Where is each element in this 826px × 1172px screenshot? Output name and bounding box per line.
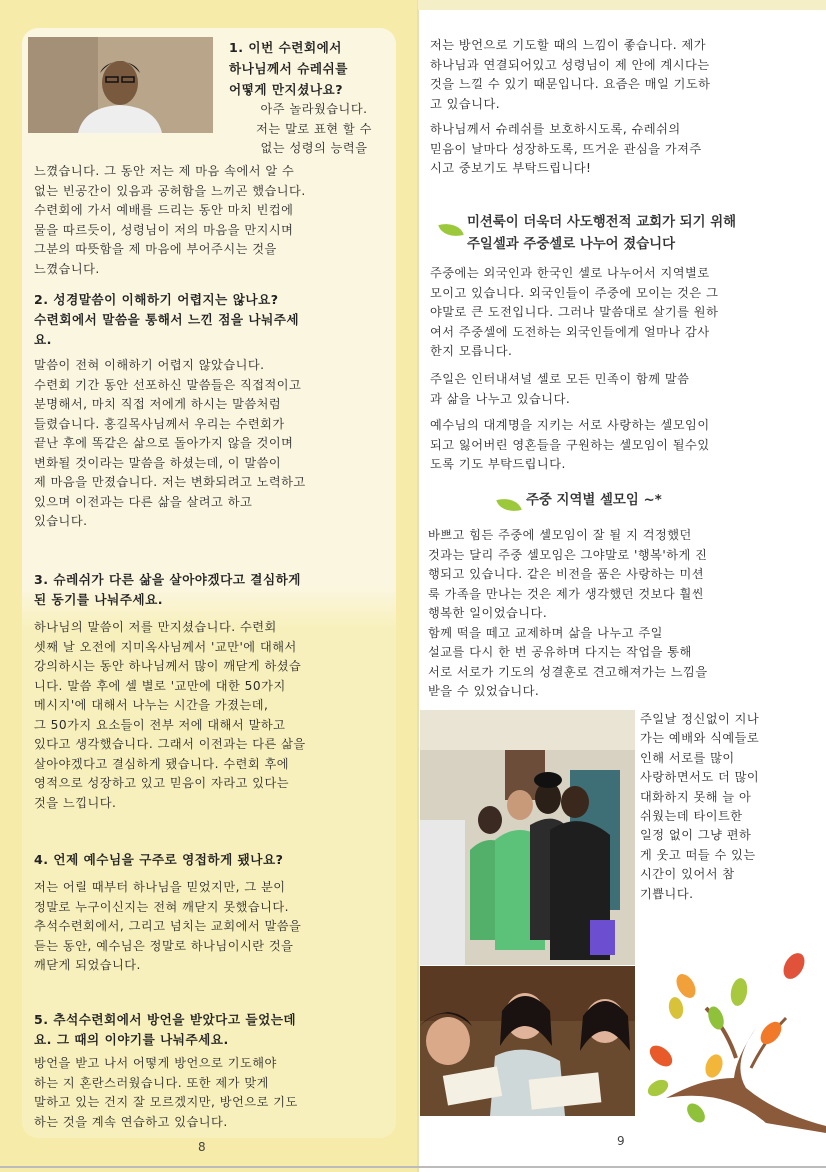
page-number-left: 8 bbox=[198, 1140, 206, 1154]
section-heading-2: 주중 지역별 셀모임 ~* bbox=[526, 493, 662, 508]
bible-study-illustration bbox=[420, 966, 635, 1116]
q5-answer: 방언을 받고 나서 어떻게 방언으로 기도해야 하는 지 혼란스러웠습니다. 또한 제가 맞게 말하고 있는 건지 잘 모르겠지만, 방언으로 기도 하는 것을 계속 연습하고 있습니다. bbox=[34, 1056, 298, 1129]
bottom-border bbox=[0, 1166, 826, 1168]
q3-answer: 하나님의 말씀이 저를 만지셨습니다. 수련회 셋째 날 오전에 지미옥사님께서 '교만'에 대해서 강의하시는 동안 하나님께서 많이 깨닫게 하셨습 니다. 말씀 후에 셀 별로 '교만에 대한 50가지 메시지'에 대해서 나누는 시간을 가졌는데, 그 50가지 요소들이 전부 저에 대해서 말하고 있다고 생각했습니다. 그래서 이전과는 다른 삶을 살아야겠다고 결심하게 됐습니다. 수련회 후에 영적으로 성장하고 있고 믿음이 자라고 있다는 것을 느낍니다. bbox=[34, 620, 306, 810]
section1-para-1: 주중에는 외국인과 한국인 셀로 나누어서 지역별로 모이고 있습니다. 외국인들이 주중에 모이는 것은 그 야말로 큰 도전입니다. 그러나 말씀대로 살기를 원하 여서 주중셀에 도전하는 외국인들에게 얼마나 감사 한지 모릅니다. bbox=[430, 266, 719, 358]
page-divider bbox=[417, 0, 419, 1172]
bible-study-photo bbox=[420, 966, 635, 1116]
photo-caption: 주일날 정신없이 지나 가는 예배와 식예들로 인해 서로를 많이 사랑하면서도 더 많이 대화하지 못해 늘 아 쉬웠는데 타이트한 일정 없이 그냥 편하 게 웃고 떠들 수 있는 시간이 있어서 참 기쁩니다. bbox=[640, 712, 760, 901]
q5-title: 5. 추석수련회에서 방언을 받았다고 들었는데 요. 그 때의 이야기를 나눠주세요. bbox=[34, 1012, 297, 1047]
q1-answer-top: 아주 놀라웠습니다. 저는 말로 표현 할 수 없는 성령의 능력을 bbox=[256, 102, 372, 155]
decorative-tree bbox=[636, 948, 826, 1138]
q2-title: 2. 성경말씀이 이해하기 어렵지는 않나요? 수련회에서 말씀을 통해서 느낀 점을 나눠주세 요. bbox=[34, 292, 300, 347]
group-photo-illustration bbox=[420, 710, 635, 965]
q1-title: 1. 이번 수련회에서 하나님께서 슈레쉬를 어떻게 만지셨나요? bbox=[229, 40, 348, 97]
leaf-icon bbox=[496, 494, 521, 515]
q2-answer: 말씀이 전혀 이해하기 어렵지 않았습니다. 수련회 기간 동안 선포하신 말씀들은 직접적이고 분명해서, 마치 직접 저에게 하시는 말씀처럼 들렸습니다. 홍길목사님께서 우리는 수련회가 끝난 후에 똑같은 삶으로 돌아가지 않을 것이며 변화될 것이라는 말씀을 하셨는데, 이 말씀이 제 마음을 만졌습니다. 저는 변화되려고 노력하고 있으며 이전과는 다른 삶을 살려고 하고 있습니다. bbox=[34, 358, 306, 528]
page-number-right: 9 bbox=[617, 1134, 625, 1148]
section1-para-2: 주일은 인터내셔널 셀로 모든 민족이 함께 말씀 과 삶을 나누고 있습니다. bbox=[430, 372, 690, 406]
group-photo-cell bbox=[420, 710, 635, 965]
right-top-band bbox=[418, 0, 826, 10]
q4-title: 4. 언제 예수님을 구주로 영접하게 됐나요? bbox=[34, 852, 284, 867]
q4-answer: 저는 어릴 때부터 하나님을 믿었지만, 그 분이 정말로 누구이신지는 전혀 깨닫지 못했습니다. 추석수련회에서, 그리고 넘치는 교회에서 말씀을 듣는 동안, 예수님은 정말로 하나님이시란 것을 깨닫게 되었습니다. bbox=[34, 880, 302, 972]
section1-para-3: 예수님의 대계명을 지키는 서로 사랑하는 셀모임이 되고 잃어버린 영혼들을 구원하는 셀모임이 될수있 도록 기도 부탁드립니다. bbox=[430, 418, 710, 471]
leaf-icon bbox=[438, 219, 463, 240]
q1-answer-rest: 느꼈습니다. 그 동안 저는 제 마음 속에서 알 수 없는 빈공간이 있음과 공허함을 느끼곤 했습니다. 수련회에 가서 예배를 드리는 동안 마치 빈컵에 물을 따르듯이, 성령님이 저의 마음을 만지시며 그분의 따뜻함을 제 마음에 부어주시는 것을 느꼈습니다. bbox=[34, 164, 306, 276]
portrait-illustration bbox=[28, 37, 213, 133]
right-para-2: 하나님께서 슈레쉬를 보호하시도록, 슈레쉬의 믿음이 날마다 성장하도록, 뜨거운 관심을 가져주 시고 중보기도 부탁드립니다! bbox=[430, 122, 702, 175]
section2-para-1: 바쁘고 힘든 주중에 셀모임이 잘 될 지 걱정했던 것과는 달리 주중 셀모임은 그야말로 '행복'하게 진 행되고 있습니다. 같은 비전을 품은 사랑하는 미션 룩 가족을 만나는 것은 제가 생각했던 것보다 훨씬 행복한 일이었습니다. 함께 떡을 떼고 교제하며 삶을 나누고 주일 설교를 다시 한 번 공유하며 다지는 작업을 통해 서로 서로가 기도의 성결훈로 견고해져가는 느낌을 받을 수 있었습니다. bbox=[428, 528, 708, 698]
right-para-1: 저는 방언으로 기도할 때의 느낌이 좋습니다. 제가 하나님과 연결되어있고 성령님이 제 안에 계시다는 것을 느낄 수 있기 때문입니다. 요즘은 매일 기도하 고 있습니다. bbox=[430, 38, 711, 111]
portrait-photo bbox=[28, 37, 213, 133]
tree-illustration bbox=[636, 948, 826, 1138]
section-heading-1: 미션룩이 더욱더 사도행전적 교회가 되기 위해 주일셀과 주중셀로 나누어 졌습니다 bbox=[467, 215, 737, 252]
q3-title: 3. 슈레쉬가 다른 삶을 살아야겠다고 결심하게 된 동기를 나눠주세요. bbox=[34, 572, 301, 607]
